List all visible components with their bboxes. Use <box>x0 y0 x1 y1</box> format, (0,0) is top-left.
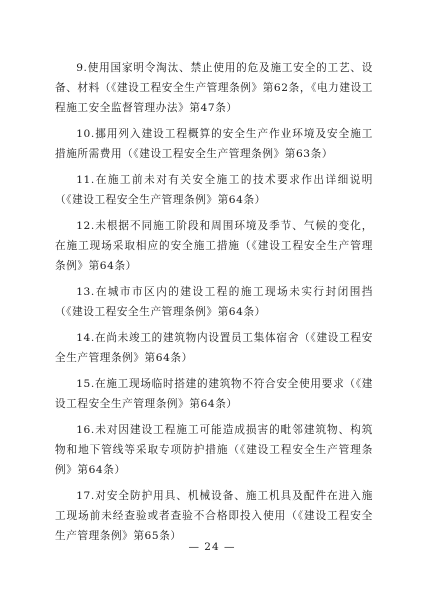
list-item: 13.在城市市区内的建设工程的施工现场未实行封闭围挡（《建设工程安全生产管理条例》第64条） <box>55 286 373 318</box>
list-item: 12.未根据不同施工阶段和周围环境及季节、气候的变化，在施工现场采取相应的安全施工措施（《建设工程安全生产管理条例》第64条） <box>55 220 373 272</box>
page-number: — 24 — <box>188 541 236 553</box>
list-item: 14.在尚未竣工的建筑物内设置员工集体宿舍（《建设工程安全生产管理条例》第64条） <box>55 332 373 364</box>
list-item: 10.挪用列入建设工程概算的安全生产作业环境及安全施工措施所需费用（《建设工程安全生产管理条例》第63条） <box>55 128 373 160</box>
list-item: 15.在施工现场临时搭建的建筑物不符合安全使用要求（《建设工程安全生产管理条例》第64条） <box>55 378 373 410</box>
list-item: 16.未对因建设工程施工可能造成损害的毗邻建筑物、构筑物和地下管线等采取专项防护措施（《建设工程安全生产管理条例》第64条） <box>55 424 373 476</box>
list-item: 9.使用国家明令淘汰、禁止使用的危及施工安全的工艺、设备、材料（《建设工程安全生产管理条例》第62条，《电力建设工程施工安全监督管理办法》第47条） <box>55 62 373 114</box>
list-item: 17.对安全防护用具、机械设备、施工机具及配件在进入施工现场前未经查验或者查验不合格即投入使用（《建设工程安全生产管理条例》第65条） <box>55 490 373 542</box>
violation-list <box>55 58 373 552</box>
list-item: 11.在施工前未对有关安全施工的技术要求作出详细说明（《建设工程安全生产管理条例》第64条） <box>55 174 373 206</box>
